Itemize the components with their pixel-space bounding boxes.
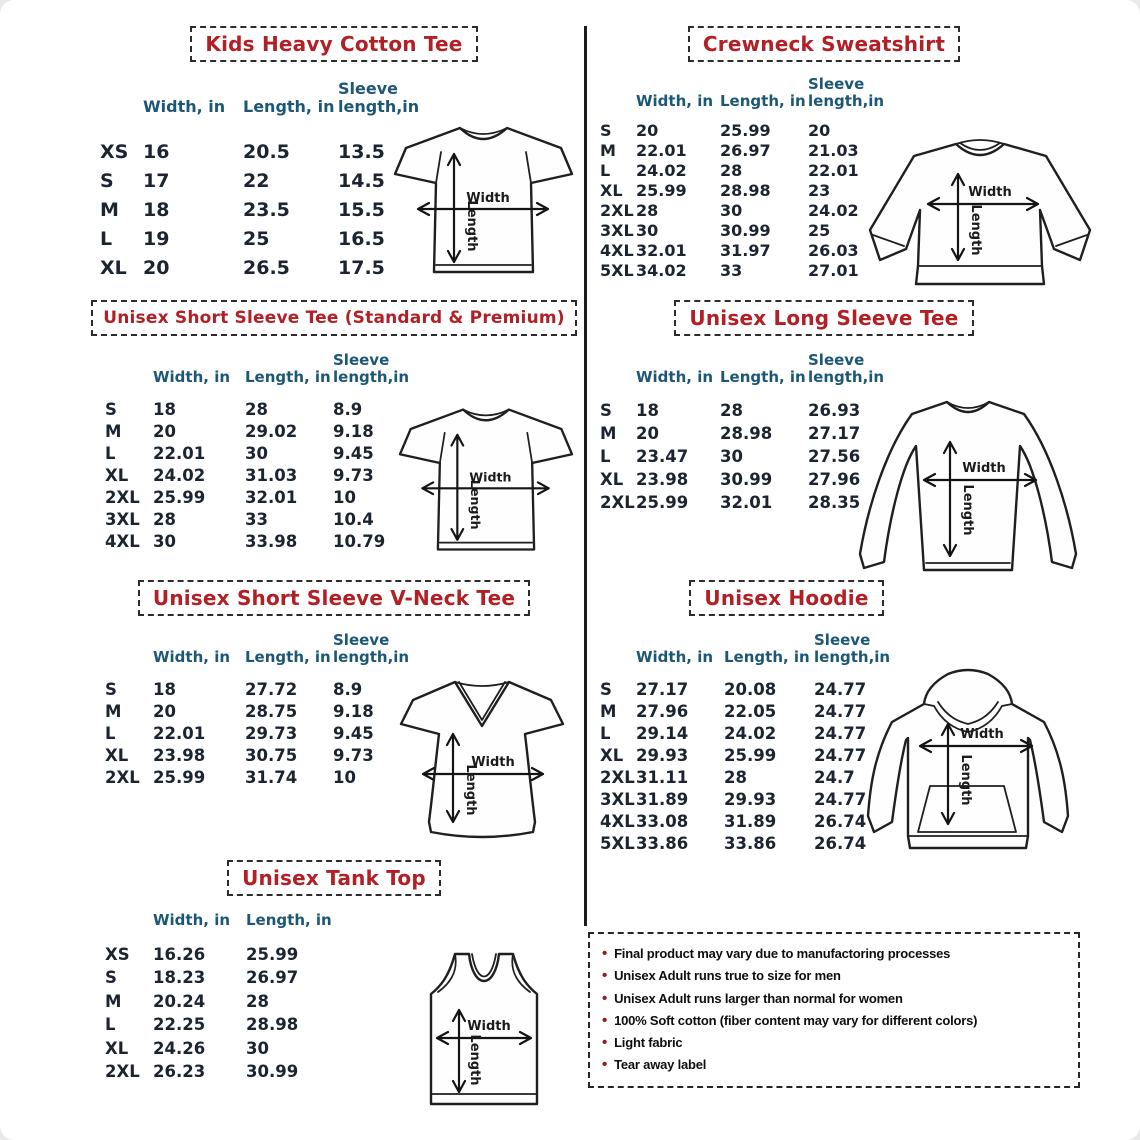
measurement-value: 16	[143, 141, 170, 164]
measurement-value: 16.26	[153, 944, 206, 964]
measurement-value: 18.23	[153, 968, 206, 988]
size-label: L	[105, 1015, 116, 1035]
measurement-value: 9.73	[333, 465, 374, 485]
measurement-value: 31.74	[245, 767, 298, 787]
corner-cell	[105, 385, 153, 388]
column-header: Width, in	[153, 911, 231, 929]
size-label: M	[600, 141, 616, 161]
measurement-value: 30.75	[245, 745, 298, 765]
size-label: M	[600, 423, 617, 443]
measurement-value: 30	[153, 531, 176, 551]
size-label: S	[105, 679, 117, 699]
measurement-value: 24.7	[814, 767, 855, 787]
measurement-value: 26.23	[153, 1062, 206, 1082]
size-label: S	[600, 400, 612, 420]
measurement-value: 22.01	[808, 161, 859, 181]
measurement-value: 26.74	[814, 811, 867, 831]
measurement-value: 31.03	[245, 465, 298, 485]
note-text: Tear away label	[614, 1057, 707, 1073]
width-label: Width	[466, 191, 510, 206]
hoodie-illustration	[864, 664, 1074, 860]
measurement-value: 10	[333, 487, 356, 507]
measurement-value: 29.73	[245, 723, 298, 743]
measurement-value: 27.96	[808, 469, 861, 489]
section-title: Unisex Tank Top	[227, 860, 441, 896]
measurement-value: 17.5	[338, 257, 385, 280]
size-label: 2XL	[105, 767, 140, 787]
measurement-value: 9.18	[333, 421, 374, 441]
measurement-value: 24.77	[814, 701, 867, 721]
long-sleeve-tee-illustration	[852, 386, 1090, 584]
measurement-value: 30	[246, 1038, 269, 1058]
column-header: Sleeve length,in	[814, 631, 891, 666]
section-title-row	[85, 300, 583, 336]
measurement-value: 22.05	[724, 701, 777, 721]
measurement-value: 20	[636, 121, 659, 141]
measurement-value: 28.98	[246, 1015, 299, 1035]
table-header-row	[105, 352, 583, 388]
measurement-value: 28.75	[245, 701, 298, 721]
measurement-value: 10.79	[333, 531, 386, 551]
measurement-value: 18	[153, 679, 176, 699]
measurement-value: 23.98	[153, 745, 206, 765]
measurement-value: 25.99	[636, 181, 687, 201]
measurement-value: 33.98	[245, 531, 298, 551]
measurement-value: 25.99	[720, 121, 771, 141]
measurement-value: 25.99	[153, 487, 206, 507]
measurement-value: 28	[720, 161, 743, 181]
column-header: Sleeve length,in	[808, 351, 885, 386]
length-label: Length	[467, 1034, 482, 1086]
column-header: Width, in	[636, 647, 714, 666]
measurement-value: 28	[636, 201, 659, 221]
length-label: Length	[968, 204, 983, 256]
width-label: Width	[469, 469, 512, 485]
size-label: XS	[105, 944, 130, 964]
size-label: 4XL	[105, 531, 140, 551]
size-label: S	[600, 679, 612, 699]
size-label: 3XL	[600, 221, 634, 241]
corner-cell	[100, 115, 143, 118]
measurement-value: 28.98	[720, 423, 773, 443]
length-label: Length	[463, 764, 478, 816]
measurement-value: 19	[143, 228, 170, 251]
measurement-value: 23.47	[636, 446, 689, 466]
column-divider-line	[584, 26, 587, 926]
section-unisex-hoodie	[594, 580, 1140, 852]
section-title: Kids Heavy Cotton Tee	[190, 26, 477, 62]
measurement-value: 16.5	[338, 228, 385, 251]
measurement-value: 9.73	[333, 745, 374, 765]
measurement-value: 34.02	[636, 261, 687, 281]
size-label: L	[600, 161, 611, 181]
section-title: Crewneck Sweatshirt	[688, 26, 960, 62]
measurement-value: 21.03	[808, 141, 859, 161]
measurement-value: 24.77	[814, 745, 867, 765]
table-header-row	[600, 76, 1140, 112]
measurement-value: 20	[153, 701, 176, 721]
measurement-value: 33.86	[636, 833, 689, 853]
measurement-value: 28	[245, 399, 268, 419]
length-label: Length	[464, 200, 479, 252]
measurement-value: 20	[143, 257, 170, 280]
measurement-value: 22.01	[636, 141, 687, 161]
section-title: Unisex Short Sleeve Tee (Standard & Premium)	[91, 300, 577, 336]
note-text: Light fabric	[614, 1035, 683, 1051]
size-label: M	[100, 199, 119, 222]
column-header: Width, in	[153, 367, 231, 386]
measurement-value: 26.97	[246, 968, 299, 988]
measurement-value: 24.02	[636, 161, 687, 181]
section-title: Unisex Short Sleeve V-Neck Tee	[138, 580, 530, 616]
measurement-value: 10.4	[333, 509, 374, 529]
section-title-row	[85, 860, 583, 896]
section-title: Unisex Hoodie	[689, 580, 883, 616]
measurement-value: 27.56	[808, 446, 861, 466]
table-header-row	[105, 632, 583, 668]
width-label: Width	[968, 185, 1012, 200]
size-label: XL	[105, 465, 129, 485]
measurement-value: 24.77	[814, 723, 867, 743]
measurement-value: 26.74	[814, 833, 867, 853]
measurement-value: 8.9	[333, 399, 363, 419]
measurement-value: 26.93	[808, 400, 861, 420]
measurement-value: 25.99	[636, 492, 689, 512]
note-text: 100% Soft cotton (fiber content may vary for different colors)	[614, 1012, 978, 1028]
note-text: Unisex Adult runs true to size for men	[614, 968, 841, 984]
measurement-value: 30	[636, 221, 659, 241]
column-header: Sleeve length,in	[333, 631, 410, 666]
size-label: 4XL	[600, 811, 635, 831]
measurement-value: 28	[724, 767, 747, 787]
measurement-value: 18	[143, 199, 170, 222]
tshirt-illustration	[390, 112, 577, 289]
measurement-value: 23	[808, 181, 831, 201]
measurement-value: 26.03	[808, 241, 859, 261]
measurement-value: 27.17	[636, 679, 689, 699]
measurement-value: 20	[808, 121, 831, 141]
product-notes-box	[588, 932, 1080, 1088]
size-label: 5XL	[600, 261, 634, 281]
size-label: 2XL	[600, 767, 635, 787]
measurement-value: 31.97	[720, 241, 771, 261]
measurement-value: 33.08	[636, 811, 689, 831]
measurement-value: 32.01	[720, 492, 773, 512]
measurement-value: 24.02	[153, 465, 206, 485]
measurement-value: 27.17	[808, 423, 861, 443]
corner-cell	[600, 385, 636, 388]
measurement-value: 25.99	[724, 745, 777, 765]
size-label: S	[105, 968, 117, 988]
column-header: Length, in	[246, 911, 332, 929]
column-header: Length, in	[245, 647, 331, 666]
column-header: Length, in	[243, 96, 335, 116]
size-label: M	[105, 991, 122, 1011]
size-label: S	[600, 121, 612, 141]
section-crewneck-sweatshirt	[594, 26, 1140, 280]
measurement-value: 29.14	[636, 723, 689, 743]
bullet-icon: •	[602, 967, 608, 985]
measurement-value: 28.35	[808, 492, 861, 512]
column-header: Width, in	[153, 647, 231, 666]
measurement-value: 27.72	[245, 679, 298, 699]
size-label: M	[105, 701, 122, 721]
size-label: XL	[100, 257, 127, 280]
column-header: Width, in	[143, 96, 226, 116]
measurement-value: 31.11	[636, 767, 689, 787]
measurement-value: 14.5	[338, 170, 385, 193]
size-label: L	[105, 443, 116, 463]
measurement-value: 17	[143, 170, 170, 193]
measurement-value: 9.18	[333, 701, 374, 721]
column-header: Length, in	[724, 647, 810, 666]
size-label: S	[105, 399, 117, 419]
measurement-value: 31.89	[724, 811, 777, 831]
size-label: L	[600, 446, 611, 466]
size-label: 3XL	[600, 789, 635, 809]
size-label: 2XL	[600, 492, 635, 512]
measurement-value: 30	[720, 446, 743, 466]
measurement-value: 20.08	[724, 679, 777, 699]
section-unisex-short-sleeve-tee	[85, 300, 583, 550]
column-header: Width, in	[636, 367, 714, 386]
size-label: XL	[105, 745, 129, 765]
measurement-value: 24.77	[814, 679, 867, 699]
column-header: Length, in	[720, 91, 806, 110]
width-label: Width	[960, 727, 1004, 742]
measurement-value: 24.26	[153, 1038, 206, 1058]
measurement-value: 29.02	[245, 421, 298, 441]
corner-cell	[600, 109, 636, 112]
table-header-row	[600, 632, 1140, 668]
measurement-value: 33	[245, 509, 268, 529]
section-title-row	[594, 300, 1054, 336]
measurement-value: 26.97	[720, 141, 771, 161]
note-text: Final product may vary due to manufactoring processes	[614, 946, 951, 961]
size-label: XL	[600, 181, 623, 201]
tshirt-illustration	[395, 394, 577, 566]
corner-cell	[105, 665, 153, 668]
measurement-value: 28	[153, 509, 176, 529]
size-label: S	[100, 170, 114, 193]
size-label: L	[100, 228, 113, 251]
measurement-value: 23.5	[243, 199, 290, 222]
bullet-icon: •	[602, 989, 608, 1007]
measurement-value: 25.99	[153, 767, 206, 787]
measurement-value: 27.96	[636, 701, 689, 721]
measurement-value: 9.45	[333, 443, 374, 463]
measurement-value: 24.02	[724, 723, 777, 743]
size-label: XL	[600, 469, 624, 489]
measurement-value: 31.89	[636, 789, 689, 809]
measurement-value: 18	[153, 399, 176, 419]
section-title-row	[85, 26, 583, 62]
note-text: Unisex Adult runs larger than normal for women	[614, 990, 903, 1006]
measurement-value: 33.86	[724, 833, 777, 853]
measurement-value: 30.99	[720, 221, 771, 241]
bullet-icon: •	[602, 945, 608, 962]
measurement-value: 20.5	[243, 141, 290, 164]
tank-top-illustration	[423, 946, 545, 1114]
table-header-row	[600, 352, 1140, 388]
measurement-value: 28	[720, 400, 743, 420]
measurement-value: 8.9	[333, 679, 363, 699]
section-unisex-tank-top	[85, 860, 583, 1086]
measurement-value: 29.93	[636, 745, 689, 765]
measurement-value: 22	[243, 170, 270, 193]
measurement-value: 20	[153, 421, 176, 441]
note-item	[602, 1054, 1066, 1076]
size-label: L	[600, 723, 611, 743]
measurement-value: 33	[720, 261, 743, 281]
section-title-row	[85, 580, 583, 616]
width-label: Width	[471, 755, 515, 770]
column-header: Sleeve length,in	[808, 75, 885, 110]
size-label: 2XL	[600, 201, 634, 221]
note-item	[602, 943, 1066, 965]
length-label: Length	[467, 479, 483, 530]
column-header: Length, in	[720, 367, 806, 386]
size-label: L	[105, 723, 116, 743]
width-label: Width	[467, 1019, 511, 1034]
measurement-value: 30.99	[246, 1062, 299, 1082]
bullet-icon: •	[602, 1011, 608, 1029]
bullet-icon: •	[602, 1034, 608, 1052]
size-label: M	[600, 701, 617, 721]
section-unisex-long-sleeve-tee	[594, 300, 1140, 536]
measurement-value: 15.5	[338, 199, 385, 222]
note-item	[602, 1010, 1066, 1032]
measurement-value: 23.98	[636, 469, 689, 489]
column-header: Sleeve length,in	[338, 79, 420, 116]
measurement-value: 22.01	[153, 723, 206, 743]
column-header: Length, in	[245, 367, 331, 386]
measurement-value: 30.99	[720, 469, 773, 489]
measurement-value: 28.98	[720, 181, 771, 201]
measurement-value: 9.45	[333, 723, 374, 743]
size-label: 2XL	[105, 1062, 140, 1082]
size-label: 3XL	[105, 509, 140, 529]
note-item	[602, 1032, 1066, 1054]
measurement-value: 25.99	[246, 944, 299, 964]
length-label: Length	[960, 484, 975, 536]
measurement-value: 32.01	[636, 241, 687, 261]
size-label: M	[105, 421, 122, 441]
measurement-value: 20.24	[153, 991, 206, 1011]
column-header: Width, in	[636, 91, 714, 110]
section-title: Unisex Long Sleeve Tee	[674, 300, 973, 336]
size-label: 4XL	[600, 241, 634, 261]
section-kids-heavy-cotton-tee	[85, 26, 583, 279]
measurement-value: 30	[245, 443, 268, 463]
corner-cell	[105, 929, 153, 932]
measurement-value: 29.93	[724, 789, 777, 809]
length-label: Length	[958, 754, 973, 806]
measurement-value: 25	[243, 228, 270, 251]
sweatshirt-illustration	[860, 124, 1104, 294]
measurement-value: 10	[333, 767, 356, 787]
corner-cell	[600, 665, 636, 668]
size-label: XL	[105, 1038, 129, 1058]
column-header: Sleeve length,in	[333, 351, 410, 386]
measurement-value: 30	[720, 201, 743, 221]
width-label: Width	[962, 461, 1006, 476]
measurement-value: 18	[636, 400, 659, 420]
measurement-value: 26.5	[243, 257, 290, 280]
measurement-value: 25	[808, 221, 831, 241]
measurement-value: 24.77	[814, 789, 867, 809]
size-label: XS	[100, 141, 129, 164]
measurement-value: 22.01	[153, 443, 206, 463]
size-label: 5XL	[600, 833, 635, 853]
v-neck-tee-illustration	[395, 668, 571, 843]
note-item	[602, 965, 1066, 987]
measurement-value: 27.01	[808, 261, 859, 281]
measurement-value: 20	[636, 423, 659, 443]
measurement-value: 32.01	[245, 487, 298, 507]
table-header-row	[105, 912, 583, 932]
note-item	[602, 988, 1066, 1010]
section-title-row	[594, 580, 979, 616]
measurement-value: 28	[246, 991, 269, 1011]
size-label: XL	[600, 745, 624, 765]
measurement-value: 13.5	[338, 141, 385, 164]
size-label: 2XL	[105, 487, 140, 507]
section-title-row	[594, 26, 1054, 62]
bullet-icon: •	[602, 1056, 608, 1074]
measurement-value: 22.25	[153, 1015, 206, 1035]
section-unisex-v-neck-tee	[85, 580, 583, 816]
measurement-value: 24.02	[808, 201, 859, 221]
